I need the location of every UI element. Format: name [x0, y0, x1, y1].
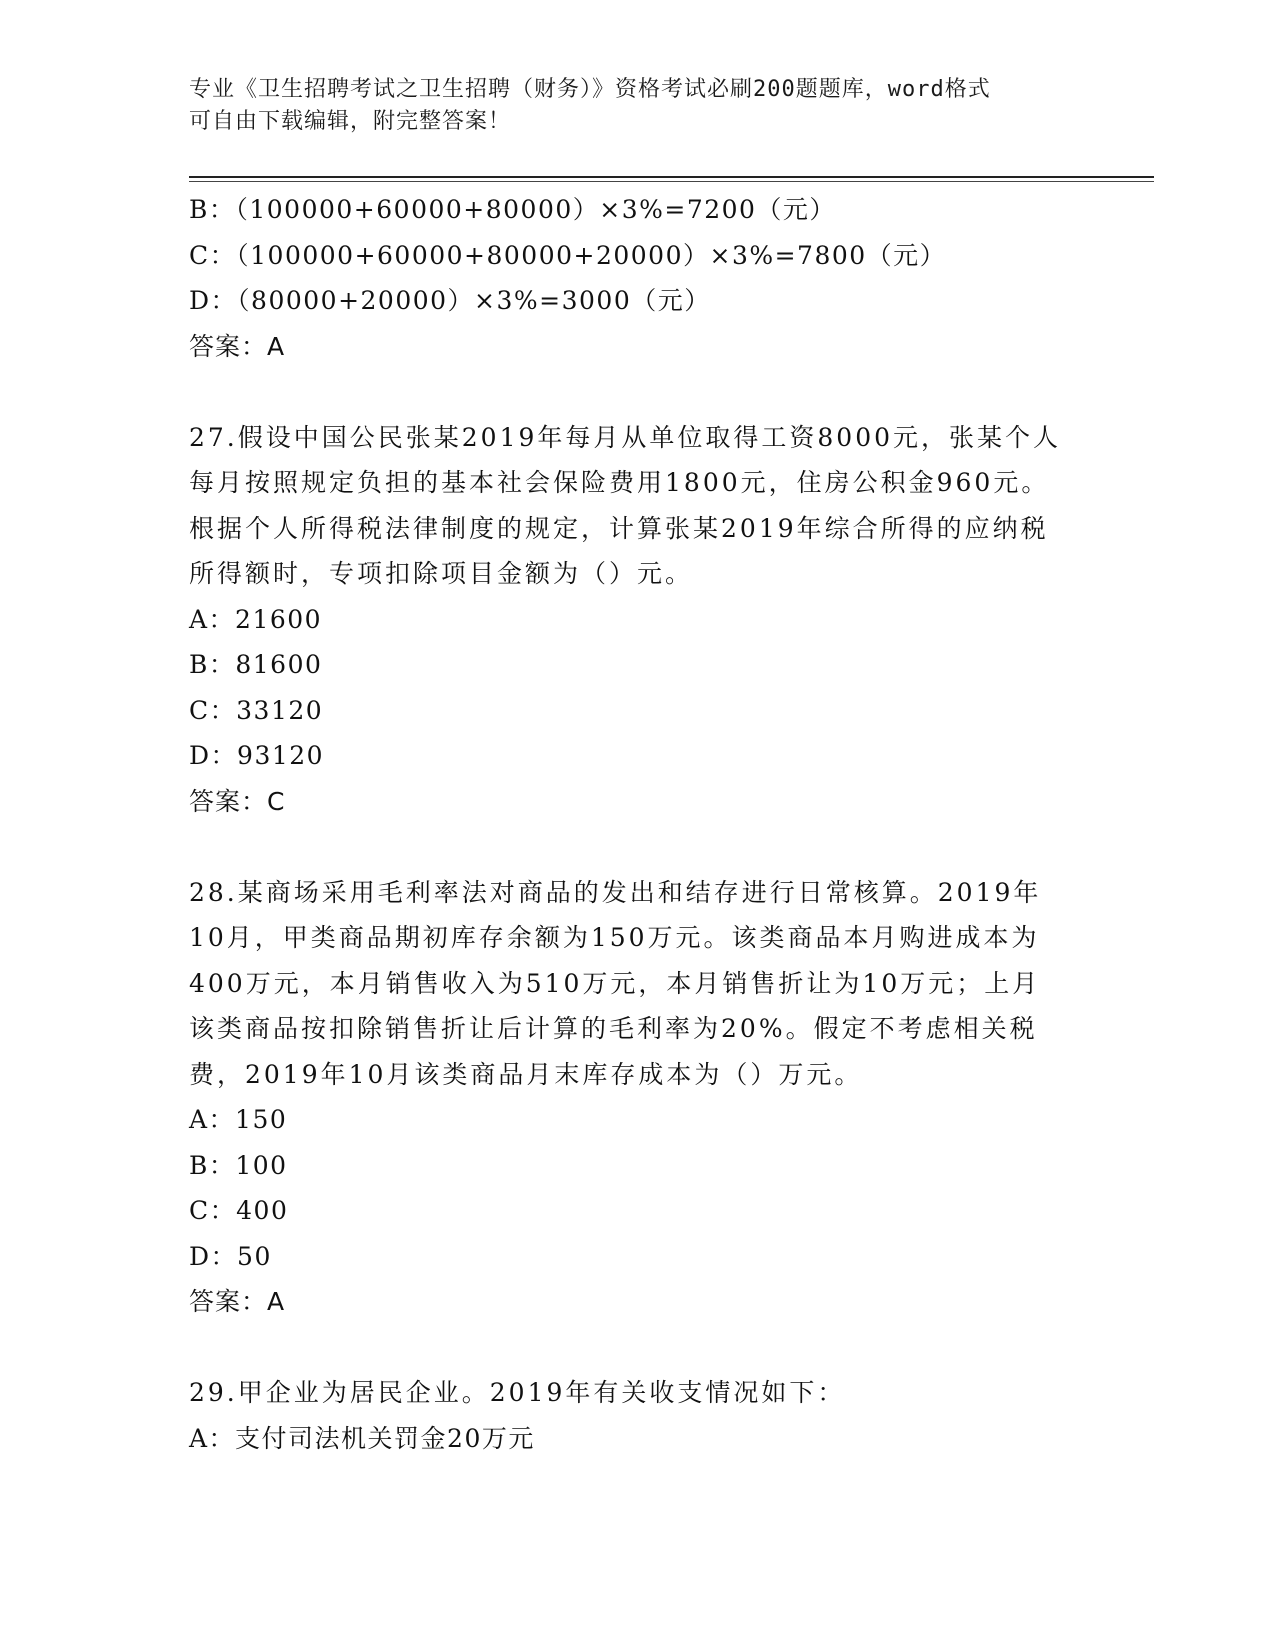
option-b: B：100 [189, 1150, 288, 1180]
option-c: C：33120 [189, 695, 324, 725]
answer-line: 答案：A [189, 1287, 286, 1316]
answer-line: 答案：A [189, 331, 286, 361]
header-divider-thick [189, 176, 1154, 178]
document-body [189, 187, 1089, 1461]
spacer [189, 824, 1089, 870]
header-title-line-2: 可自由下载编辑，附完整答案！ [189, 109, 512, 134]
question-26-continued [189, 187, 1089, 369]
question-stem-line: 根据个人所得税法律制度的规定，计算张某2019年综合所得的应纳税 [189, 513, 1049, 543]
question-stem-line: 10月，甲类商品期初库存余额为150万元。该类商品本月购进成本为 [189, 923, 1040, 952]
question-28 [189, 870, 1089, 1325]
option-d: D：50 [189, 1241, 272, 1271]
option-d: D：93120 [189, 741, 325, 770]
question-stem-line: 费，2019年10月该类商品月末库存成本为（）万元。 [189, 1059, 863, 1089]
question-stem-line: 每月按照规定负担的基本社会保险费用1800元，住房公积金960元。 [189, 468, 1050, 497]
option-c: C：（100000+60000+80000+20000）×3%=7800（元） [189, 240, 947, 270]
question-stem-line: 28.某商场采用毛利率法对商品的发出和结存进行日常核算。2019年 [189, 877, 1042, 907]
option-b: B：（100000+60000+80000）×3%=7200（元） [189, 195, 836, 224]
document-header [189, 74, 1069, 138]
option-a: A：21600 [189, 604, 323, 634]
option-c: C：400 [189, 1196, 289, 1225]
question-29 [189, 1370, 1089, 1461]
question-27 [189, 415, 1089, 825]
question-stem-line: 27.假设中国公民张某2019年每月从单位取得工资8000元，张某个人 [189, 422, 1062, 452]
spacer [189, 369, 1089, 415]
option-a: A：支付司法机关罚金20万元 [189, 1423, 535, 1453]
option-a: A：150 [189, 1105, 288, 1134]
question-stem-line: 所得额时，专项扣除项目金额为（）元。 [189, 559, 694, 588]
question-stem-line: 29.甲企业为居民企业。2019年有关收支情况如下： [189, 1378, 846, 1407]
answer-line: 答案：C [189, 786, 286, 816]
option-b: B：81600 [189, 650, 323, 679]
option-d: D：（80000+20000）×3%=3000（元） [189, 286, 711, 315]
spacer [189, 1325, 1089, 1371]
question-stem-line: 该类商品按扣除销售折让后计算的毛利率为20%。假定不考虑相关税 [189, 1014, 1038, 1043]
header-title-line-1: 专业《卫生招聘考试之卫生招聘（财务）》资格考试必刷200题题库，word格式 [189, 77, 991, 102]
question-stem-line: 400万元，本月销售收入为510万元，本月销售折让为10万元；上月 [189, 968, 1041, 998]
header-divider-thin [189, 181, 1154, 182]
